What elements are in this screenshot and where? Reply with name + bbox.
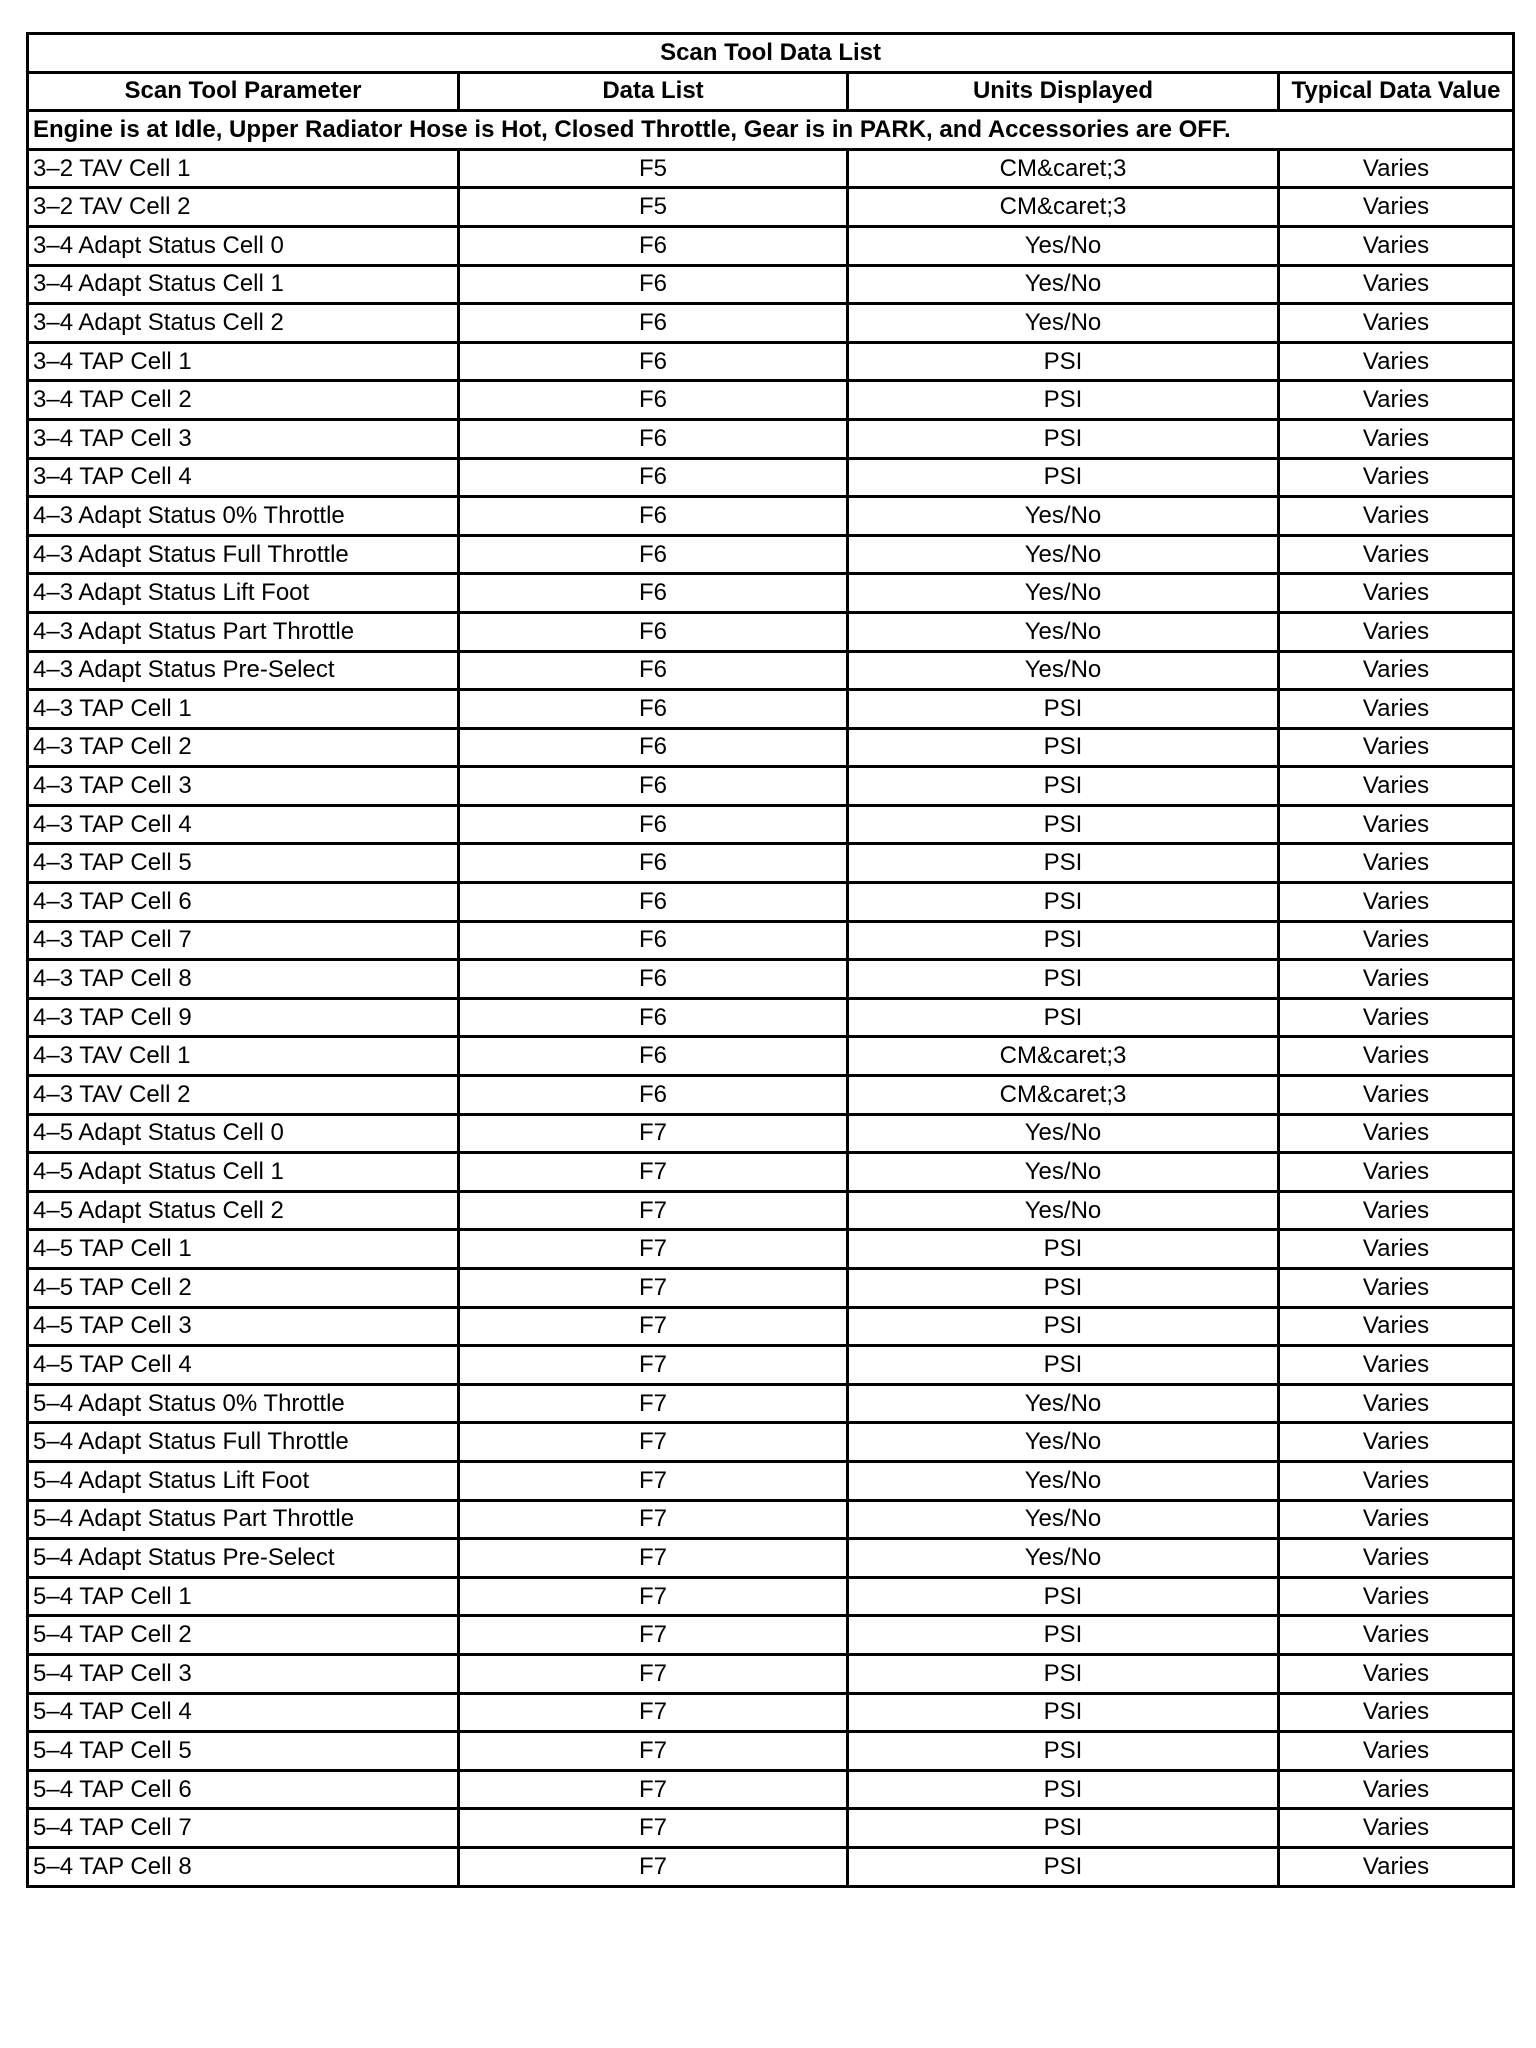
cell-units: PSI	[848, 1693, 1279, 1732]
cell-typical-value: Varies	[1279, 960, 1514, 999]
table-row	[28, 1500, 1514, 1539]
cell-typical-value: Varies	[1279, 535, 1514, 574]
cell-units: PSI	[848, 1616, 1279, 1655]
cell-units: PSI	[848, 381, 1279, 420]
cell-parameter: 4–3 TAV Cell 2	[28, 1076, 459, 1115]
cell-data-list: F7	[459, 1346, 848, 1385]
cell-data-list: F7	[459, 1847, 848, 1886]
cell-typical-value: Varies	[1279, 1616, 1514, 1655]
cell-parameter: 5–4 Adapt Status Pre-Select	[28, 1539, 459, 1578]
cell-data-list: F7	[459, 1114, 848, 1153]
cell-typical-value: Varies	[1279, 1191, 1514, 1230]
cell-units: Yes/No	[848, 651, 1279, 690]
cell-data-list: F7	[459, 1770, 848, 1809]
cell-data-list: F6	[459, 226, 848, 265]
cell-parameter: 5–4 TAP Cell 5	[28, 1732, 459, 1771]
cell-parameter: 4–3 TAP Cell 2	[28, 728, 459, 767]
table-row	[28, 1577, 1514, 1616]
cell-data-list: F7	[459, 1153, 848, 1192]
cell-data-list: F7	[459, 1809, 848, 1848]
table-row	[28, 844, 1514, 883]
table-row	[28, 1770, 1514, 1809]
cell-units: PSI	[848, 767, 1279, 806]
table-header-row	[28, 72, 1514, 111]
cell-data-list: F7	[459, 1423, 848, 1462]
cell-parameter: 5–4 TAP Cell 1	[28, 1577, 459, 1616]
table-row	[28, 921, 1514, 960]
table-row	[28, 1616, 1514, 1655]
cell-data-list: F6	[459, 805, 848, 844]
cell-typical-value: Varies	[1279, 690, 1514, 729]
cell-typical-value: Varies	[1279, 1037, 1514, 1076]
table-row	[28, 574, 1514, 613]
table-row	[28, 1539, 1514, 1578]
table-row	[28, 535, 1514, 574]
table-row	[28, 381, 1514, 420]
table-row	[28, 1693, 1514, 1732]
cell-data-list: F5	[459, 149, 848, 188]
scan-tool-data-table	[26, 32, 1515, 1888]
cell-units: Yes/No	[848, 1423, 1279, 1462]
cell-units: Yes/No	[848, 1461, 1279, 1500]
cell-units: PSI	[848, 960, 1279, 999]
cell-units: PSI	[848, 1770, 1279, 1809]
cell-units: Yes/No	[848, 226, 1279, 265]
cell-parameter: 4–3 TAV Cell 1	[28, 1037, 459, 1076]
cell-typical-value: Varies	[1279, 1732, 1514, 1771]
cell-data-list: F7	[459, 1307, 848, 1346]
table-row	[28, 265, 1514, 304]
cell-parameter: 4–5 Adapt Status Cell 2	[28, 1191, 459, 1230]
cell-data-list: F6	[459, 767, 848, 806]
cell-data-list: F7	[459, 1577, 848, 1616]
cell-units: PSI	[848, 844, 1279, 883]
table-title: Scan Tool Data List	[28, 34, 1514, 73]
cell-typical-value: Varies	[1279, 805, 1514, 844]
cell-units: PSI	[848, 883, 1279, 922]
cell-parameter: 5–4 TAP Cell 6	[28, 1770, 459, 1809]
cell-data-list: F6	[459, 1037, 848, 1076]
cell-typical-value: Varies	[1279, 226, 1514, 265]
cell-parameter: 5–4 Adapt Status 0% Throttle	[28, 1384, 459, 1423]
cell-typical-value: Varies	[1279, 1346, 1514, 1385]
cell-units: PSI	[848, 921, 1279, 960]
table-row	[28, 651, 1514, 690]
cell-units: Yes/No	[848, 265, 1279, 304]
cell-units: PSI	[848, 1847, 1279, 1886]
cell-data-list: F7	[459, 1269, 848, 1308]
table-row	[28, 1461, 1514, 1500]
cell-typical-value: Varies	[1279, 342, 1514, 381]
cell-data-list: F7	[459, 1384, 848, 1423]
cell-typical-value: Varies	[1279, 921, 1514, 960]
cell-parameter: 4–3 Adapt Status Pre-Select	[28, 651, 459, 690]
cell-parameter: 3–4 Adapt Status Cell 0	[28, 226, 459, 265]
table-row	[28, 304, 1514, 343]
cell-data-list: F7	[459, 1539, 848, 1578]
cell-data-list: F6	[459, 1076, 848, 1115]
cell-parameter: 5–4 TAP Cell 8	[28, 1847, 459, 1886]
cell-data-list: F6	[459, 728, 848, 767]
cell-units: PSI	[848, 1346, 1279, 1385]
cell-data-list: F6	[459, 265, 848, 304]
cell-parameter: 3–4 Adapt Status Cell 2	[28, 304, 459, 343]
cell-units: Yes/No	[848, 612, 1279, 651]
cell-data-list: F6	[459, 921, 848, 960]
cell-typical-value: Varies	[1279, 1693, 1514, 1732]
table-row	[28, 998, 1514, 1037]
cell-parameter: 3–4 TAP Cell 1	[28, 342, 459, 381]
cell-typical-value: Varies	[1279, 1153, 1514, 1192]
cell-units: Yes/No	[848, 1191, 1279, 1230]
cell-parameter: 4–3 TAP Cell 7	[28, 921, 459, 960]
cell-typical-value: Varies	[1279, 1307, 1514, 1346]
cell-units: CM&caret;3	[848, 188, 1279, 227]
cell-typical-value: Varies	[1279, 1230, 1514, 1269]
cell-data-list: F6	[459, 574, 848, 613]
cell-units: PSI	[848, 690, 1279, 729]
table-row	[28, 149, 1514, 188]
table-row	[28, 342, 1514, 381]
table-row	[28, 805, 1514, 844]
cell-typical-value: Varies	[1279, 844, 1514, 883]
cell-units: Yes/No	[848, 1539, 1279, 1578]
cell-typical-value: Varies	[1279, 1654, 1514, 1693]
cell-parameter: 4–3 TAP Cell 9	[28, 998, 459, 1037]
cell-data-list: F6	[459, 381, 848, 420]
cell-units: PSI	[848, 1732, 1279, 1771]
table-row	[28, 1732, 1514, 1771]
cell-typical-value: Varies	[1279, 149, 1514, 188]
cell-data-list: F6	[459, 458, 848, 497]
cell-parameter: 4–5 Adapt Status Cell 1	[28, 1153, 459, 1192]
cell-typical-value: Varies	[1279, 883, 1514, 922]
table-row	[28, 226, 1514, 265]
cell-typical-value: Varies	[1279, 188, 1514, 227]
cell-typical-value: Varies	[1279, 1809, 1514, 1848]
cell-parameter: 5–4 TAP Cell 7	[28, 1809, 459, 1848]
cell-parameter: 5–4 Adapt Status Full Throttle	[28, 1423, 459, 1462]
table-row	[28, 419, 1514, 458]
cell-units: PSI	[848, 1307, 1279, 1346]
cell-parameter: 4–3 TAP Cell 6	[28, 883, 459, 922]
table-row	[28, 960, 1514, 999]
cell-parameter: 5–4 TAP Cell 3	[28, 1654, 459, 1693]
cell-data-list: F6	[459, 998, 848, 1037]
cell-parameter: 3–2 TAV Cell 2	[28, 188, 459, 227]
cell-parameter: 4–5 TAP Cell 1	[28, 1230, 459, 1269]
cell-typical-value: Varies	[1279, 1577, 1514, 1616]
table-row	[28, 1114, 1514, 1153]
table-row	[28, 728, 1514, 767]
table-row	[28, 1153, 1514, 1192]
cell-typical-value: Varies	[1279, 767, 1514, 806]
header-data-list: Data List	[459, 72, 848, 111]
cell-units: PSI	[848, 1809, 1279, 1848]
cell-data-list: F7	[459, 1500, 848, 1539]
cell-units: PSI	[848, 1230, 1279, 1269]
cell-units: PSI	[848, 458, 1279, 497]
cell-data-list: F7	[459, 1732, 848, 1771]
cell-units: Yes/No	[848, 497, 1279, 536]
cell-parameter: 4–5 TAP Cell 3	[28, 1307, 459, 1346]
header-typical-data-value: Typical Data Value	[1279, 72, 1514, 111]
cell-parameter: 4–3 TAP Cell 8	[28, 960, 459, 999]
cell-typical-value: Varies	[1279, 612, 1514, 651]
cell-data-list: F6	[459, 419, 848, 458]
cell-parameter: 3–4 TAP Cell 2	[28, 381, 459, 420]
cell-parameter: 3–4 TAP Cell 3	[28, 419, 459, 458]
cell-parameter: 4–3 TAP Cell 5	[28, 844, 459, 883]
cell-data-list: F6	[459, 690, 848, 729]
cell-typical-value: Varies	[1279, 1847, 1514, 1886]
cell-units: PSI	[848, 728, 1279, 767]
cell-units: PSI	[848, 805, 1279, 844]
cell-data-list: F7	[459, 1654, 848, 1693]
cell-typical-value: Varies	[1279, 1114, 1514, 1153]
cell-typical-value: Varies	[1279, 1384, 1514, 1423]
cell-data-list: F6	[459, 342, 848, 381]
cell-typical-value: Varies	[1279, 1770, 1514, 1809]
cell-typical-value: Varies	[1279, 1461, 1514, 1500]
table-row	[28, 612, 1514, 651]
cell-parameter: 5–4 Adapt Status Part Throttle	[28, 1500, 459, 1539]
cell-typical-value: Varies	[1279, 265, 1514, 304]
table-row	[28, 188, 1514, 227]
cell-units: Yes/No	[848, 304, 1279, 343]
cell-data-list: F6	[459, 960, 848, 999]
table-row	[28, 1423, 1514, 1462]
cell-typical-value: Varies	[1279, 1269, 1514, 1308]
table-row	[28, 690, 1514, 729]
cell-typical-value: Varies	[1279, 497, 1514, 536]
cell-data-list: F6	[459, 883, 848, 922]
cell-typical-value: Varies	[1279, 574, 1514, 613]
cell-parameter: 4–3 TAP Cell 1	[28, 690, 459, 729]
cell-parameter: 4–5 TAP Cell 2	[28, 1269, 459, 1308]
cell-units: Yes/No	[848, 1384, 1279, 1423]
table-body	[28, 149, 1514, 1886]
cell-units: CM&caret;3	[848, 1037, 1279, 1076]
cell-data-list: F6	[459, 497, 848, 536]
cell-typical-value: Varies	[1279, 1500, 1514, 1539]
cell-parameter: 3–4 TAP Cell 4	[28, 458, 459, 497]
cell-parameter: 5–4 TAP Cell 2	[28, 1616, 459, 1655]
cell-units: Yes/No	[848, 1114, 1279, 1153]
cell-units: PSI	[848, 342, 1279, 381]
table-row	[28, 1076, 1514, 1115]
cell-parameter: 4–3 Adapt Status Part Throttle	[28, 612, 459, 651]
table-row	[28, 1191, 1514, 1230]
cell-units: PSI	[848, 1269, 1279, 1308]
header-units-displayed: Units Displayed	[848, 72, 1279, 111]
cell-data-list: F7	[459, 1230, 848, 1269]
cell-parameter: 3–2 TAV Cell 1	[28, 149, 459, 188]
cell-typical-value: Varies	[1279, 998, 1514, 1037]
cell-typical-value: Varies	[1279, 419, 1514, 458]
cell-parameter: 4–3 TAP Cell 3	[28, 767, 459, 806]
table-row	[28, 1809, 1514, 1848]
cell-units: Yes/No	[848, 574, 1279, 613]
table-row	[28, 1847, 1514, 1886]
cell-units: Yes/No	[848, 1153, 1279, 1192]
cell-units: PSI	[848, 1654, 1279, 1693]
cell-data-list: F7	[459, 1461, 848, 1500]
cell-parameter: 3–4 Adapt Status Cell 1	[28, 265, 459, 304]
cell-data-list: F7	[459, 1693, 848, 1732]
cell-parameter: 4–3 TAP Cell 4	[28, 805, 459, 844]
cell-typical-value: Varies	[1279, 458, 1514, 497]
cell-units: PSI	[848, 1577, 1279, 1616]
cell-typical-value: Varies	[1279, 1539, 1514, 1578]
cell-data-list: F6	[459, 535, 848, 574]
cell-typical-value: Varies	[1279, 304, 1514, 343]
cell-units: Yes/No	[848, 535, 1279, 574]
table-row	[28, 767, 1514, 806]
cell-parameter: 4–3 Adapt Status 0% Throttle	[28, 497, 459, 536]
cell-typical-value: Varies	[1279, 1423, 1514, 1462]
cell-parameter: 5–4 TAP Cell 4	[28, 1693, 459, 1732]
cell-parameter: 4–5 TAP Cell 4	[28, 1346, 459, 1385]
table-row	[28, 1037, 1514, 1076]
table-row	[28, 1230, 1514, 1269]
header-scan-tool-parameter: Scan Tool Parameter	[28, 72, 459, 111]
cell-typical-value: Varies	[1279, 1076, 1514, 1115]
cell-units: PSI	[848, 419, 1279, 458]
table-condition-row	[28, 111, 1514, 150]
cell-typical-value: Varies	[1279, 651, 1514, 690]
table-row	[28, 883, 1514, 922]
table-row	[28, 1307, 1514, 1346]
table-row	[28, 1654, 1514, 1693]
cell-parameter: 4–3 Adapt Status Lift Foot	[28, 574, 459, 613]
table-row	[28, 458, 1514, 497]
cell-units: Yes/No	[848, 1500, 1279, 1539]
table-row	[28, 1346, 1514, 1385]
table-condition-note: Engine is at Idle, Upper Radiator Hose is Hot, Closed Throttle, Gear is in PARK, and Accessories are OFF.	[28, 111, 1514, 150]
cell-parameter: 4–5 Adapt Status Cell 0	[28, 1114, 459, 1153]
cell-data-list: F6	[459, 651, 848, 690]
cell-units: PSI	[848, 998, 1279, 1037]
cell-data-list: F6	[459, 844, 848, 883]
cell-parameter: 4–3 Adapt Status Full Throttle	[28, 535, 459, 574]
cell-data-list: F7	[459, 1191, 848, 1230]
cell-data-list: F6	[459, 304, 848, 343]
cell-data-list: F5	[459, 188, 848, 227]
cell-units: CM&caret;3	[848, 149, 1279, 188]
cell-data-list: F6	[459, 612, 848, 651]
table-title-row	[28, 34, 1514, 73]
cell-typical-value: Varies	[1279, 381, 1514, 420]
cell-parameter: 5–4 Adapt Status Lift Foot	[28, 1461, 459, 1500]
table-row	[28, 1269, 1514, 1308]
table-row	[28, 497, 1514, 536]
table-row	[28, 1384, 1514, 1423]
cell-typical-value: Varies	[1279, 728, 1514, 767]
cell-units: CM&caret;3	[848, 1076, 1279, 1115]
cell-data-list: F7	[459, 1616, 848, 1655]
